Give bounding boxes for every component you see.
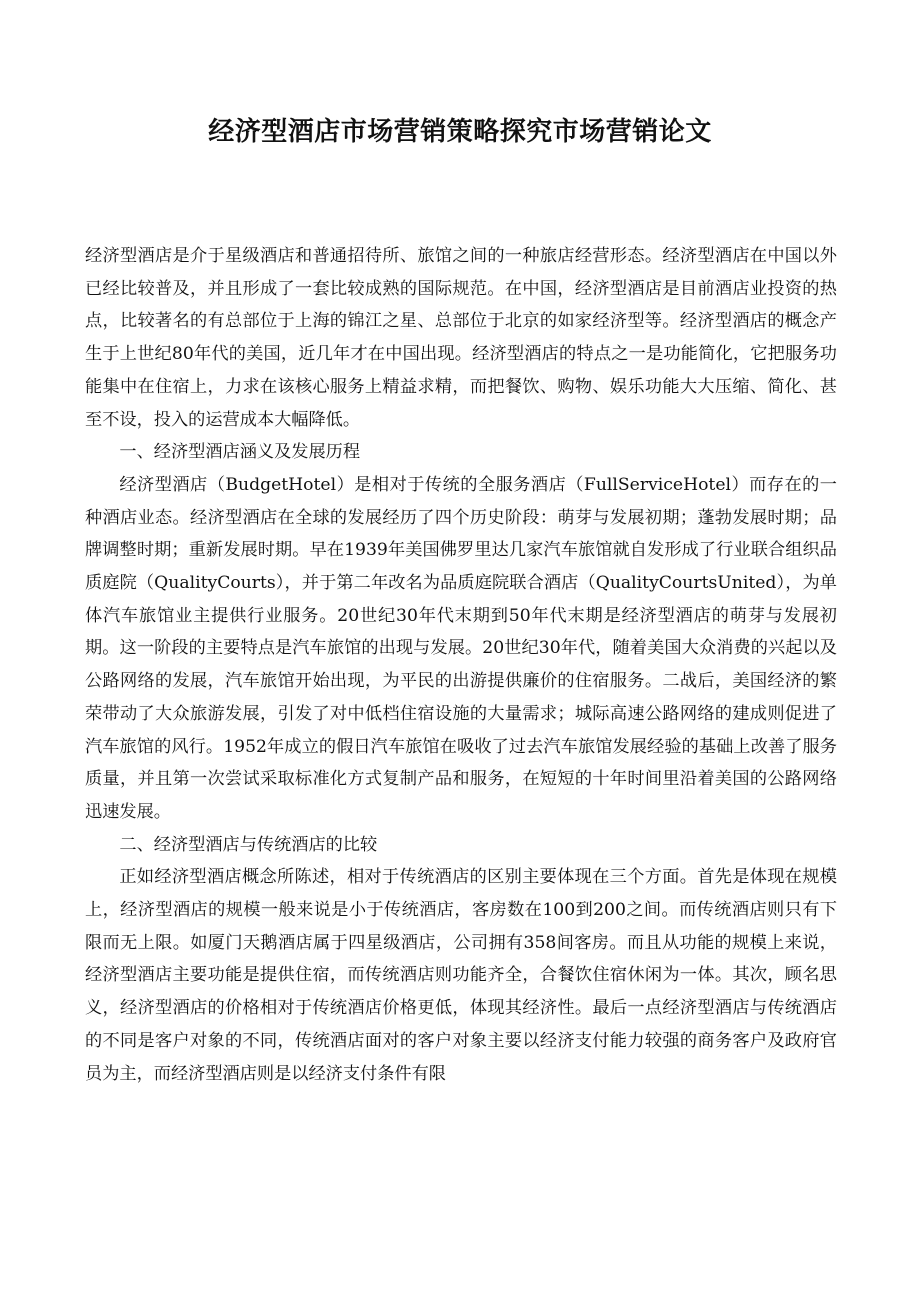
intro-paragraph: 经济型酒店是介于星级酒店和普通招待所、旅馆之间的一种旅店经营形态。经济型酒店在中国以外已经比较普及，并且形成了一套比较成熟的国际规范。在中国，经济型酒店是目前酒店业投资的热点，比较著名的有总部位于上海的锦江之星、总部位于北京的如家经济型等。经济型酒店的概念产生于上世纪80年代的美国，近几年才在中国出现。经济型酒店的特点之一是功能简化，它把服务功能集中在住宿上，力求在该核心服务上精益求精，而把餐饮、购物、娱乐功能大大压缩、简化、甚至不设，投入的运营成本大幅降低。 (85, 246, 837, 430)
document-title: 经济型酒店市场营销策略探究市场营销论文 (208, 117, 712, 147)
section-heading-1: 一、经济型酒店涵义及发展历程 (119, 442, 361, 463)
section-heading-2: 二、经济型酒店与传统酒店的比较 (119, 834, 378, 855)
document-body (85, 240, 837, 1090)
section-2-paragraph: 正如经济型酒店概念所陈述，相对于传统酒店的区别主要体现在三个方面。首先是体现在规模上，经济型酒店的规模一般来说是小于传统酒店，客房数在100到200之间。而传统酒店则只有下限而无上限。如厦门天鹅酒店属于四星级酒店，公司拥有358间客房。而且从功能的规模上来说，经济型酒店主要功能是提供住宿，而传统酒店则功能齐全，合餐饮住宿休闲为一体。其次，顾名思义，经济型酒店的价格相对于传统酒店价格更低，体现其经济性。最后一点经济型酒店与传统酒店的不同是客户对象的不同，传统酒店面对的客户对象主要以经济支付能力较强的商务客户及政府官员为主，而经济型酒店则是以经济支付条件有限 (85, 867, 837, 1084)
section-1-paragraph: 经济型酒店（BudgetHotel）是相对于传统的全服务酒店（FullServiceHotel）而存在的一种酒店业态。经济型酒店在全球的发展经历了四个历史阶段：萌芽与发展初期；蓬勃发展时期；品牌调整时期；重新发展时期。早在1939年美国佛罗里达几家汽车旅馆就自发形成了行业联合组织品质庭院（QualityCourts），并于第二年改名为品质庭院联合酒店（QualityCourtsUnited），为单体汽车旅馆业主提供行业服务。20世纪30年代末期到50年代末期是经济型酒店的萌芽与发展初期。这一阶段的主要特点是汽车旅馆的出现与发展。20世纪30年代，随着美国大众消费的兴起以及公路网络的发展，汽车旅馆开始出现，为平民的出游提供廉价的住宿服务。二战后，美国经济的繁荣带动了大众旅游发展，引发了对中低档住宿设施的大量需求；城际高速公路网络的建成则促进了汽车旅馆的风行。1952年成立的假日汽车旅馆在吸收了过去汽车旅馆发展经验的基础上改善了服务质量，并且第一次尝试采取标准化方式复制产品和服务，在短短的十年时间里沿着美国的公路网络迅速发展。 (85, 474, 837, 822)
